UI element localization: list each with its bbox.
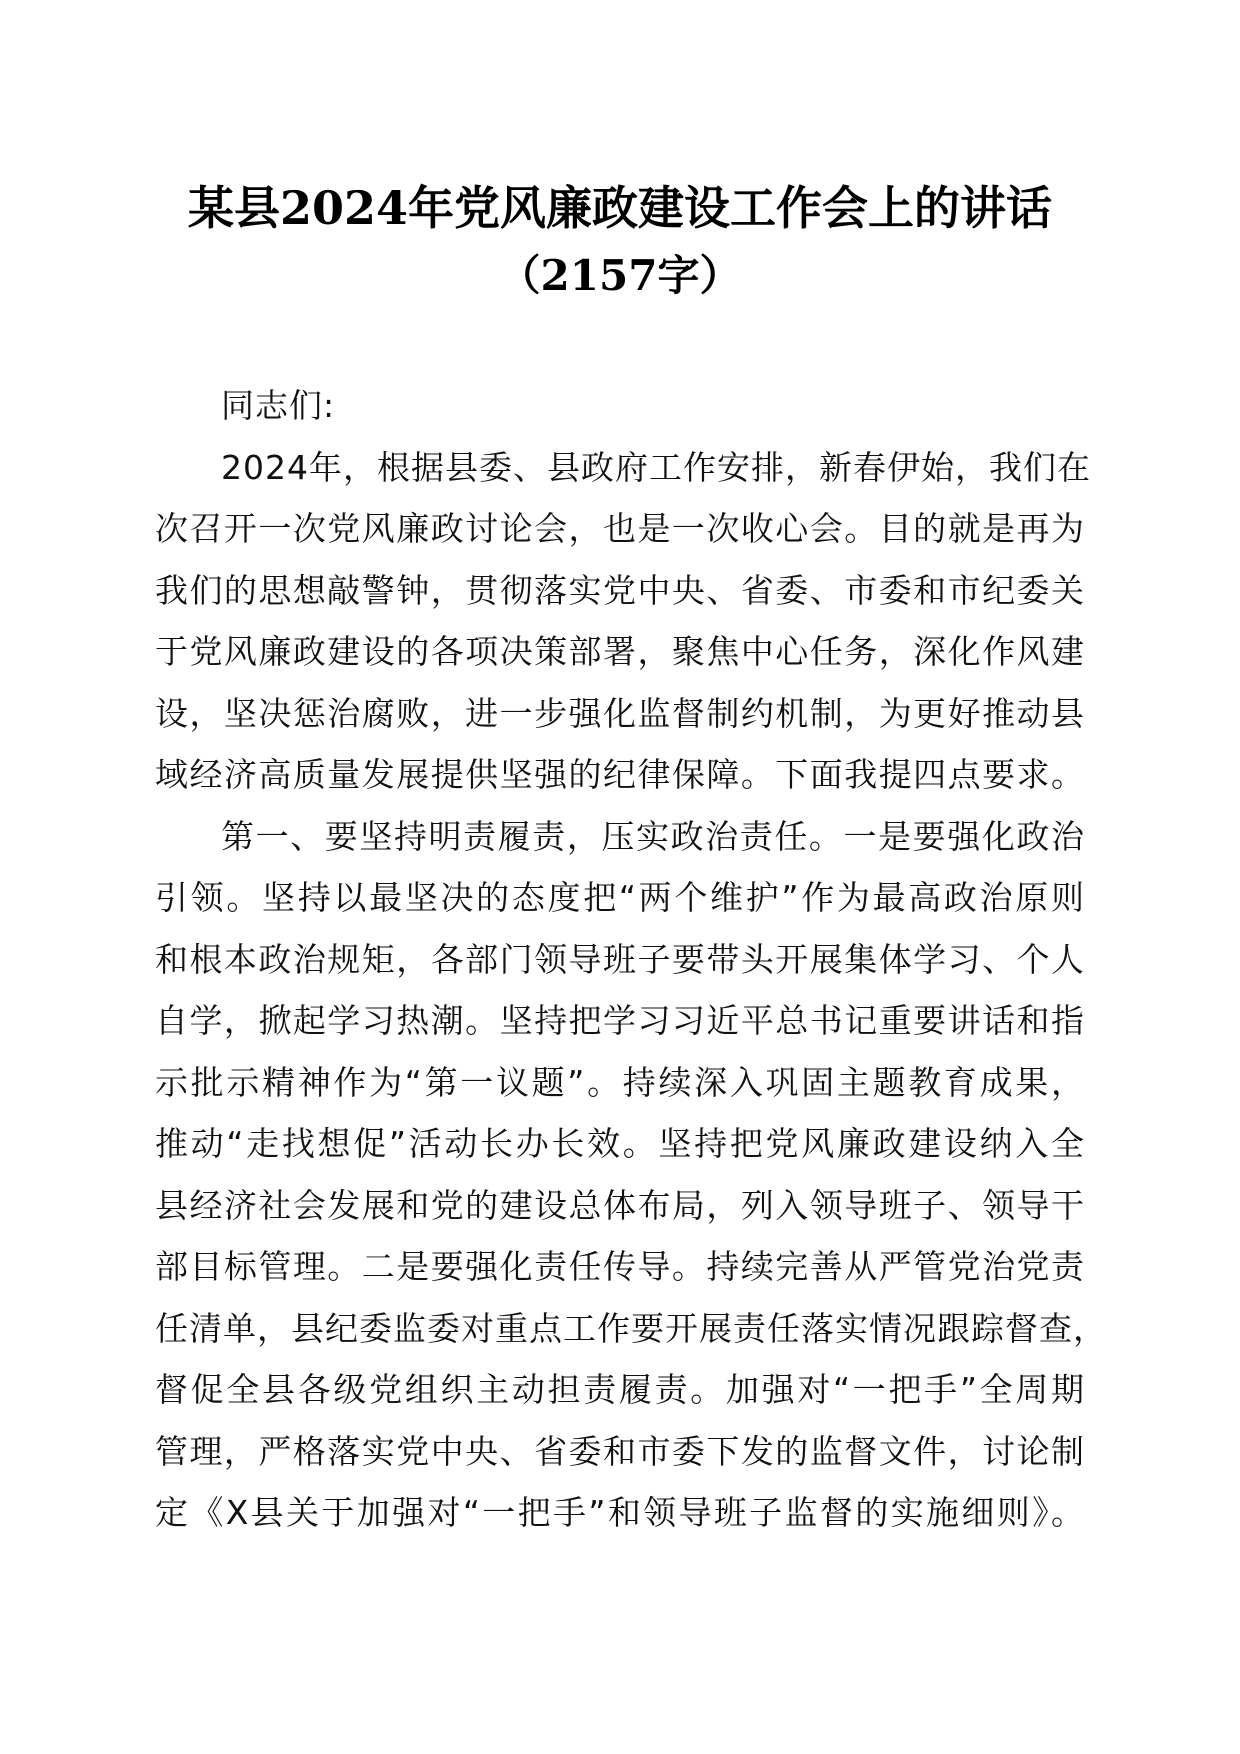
body-line: 自学，掀起学习热潮。坚持把学习习近平总书记重要讲话和指 [155,1001,1085,1040]
body-line: 2024年，根据县委、县政府工作安排，新春伊始，我们在 [221,447,1091,487]
body-line: 和根本政治规矩，各部门领导班子要带头开展集体学习、个人 [155,939,1085,979]
body-line: 我们的思想敲警钟，贯彻落实党中央、省委、市委和市纪委关 [155,570,1085,610]
document-subtitle: （2157字） [498,251,742,300]
body-line: 示批示精神作为“第一议题”。持续深入巩固主题教育成果， [155,1062,1085,1102]
body-line: 引领。坚持以最坚决的态度把“两个维护”作为最高政治原则 [155,878,1085,917]
body-line: 任清单，县纪委监委对重点工作要开展责任落实情况跟踪督查， [155,1308,1107,1348]
salutation: 同志们: [221,386,336,425]
body-line: 域经济高质量发展提供坚强的纪律保障。下面我提四点要求。 [155,755,1085,794]
document-body [155,375,1107,1544]
body-line: 督促全县各级党组织主动担责履责。加强对“一把手”全周期 [155,1370,1085,1409]
body-line: 设，坚决惩治腐败，进一步强化监督制约机制，为更好推动县 [155,693,1085,733]
body-line: 部目标管理。二是要强化责任传导。持续完善从严管党治党责 [155,1247,1085,1286]
body-line: 次召开一次党风廉政讨论会，也是一次收心会。目的就是再为 [155,509,1085,548]
body-line: 推动“走找想促”活动长办长效。坚持把党风廉政建设纳入全 [155,1124,1085,1163]
body-line: 定《X县关于加强对“一把手”和领导班子监督的实施细则》。 [155,1493,1085,1532]
body-line: 于党风廉政建设的各项决策部署，聚焦中心任务，深化作风建 [155,632,1085,671]
body-line: 第一、要坚持明责履责，压实政治责任。一是要强化政治 [221,816,1085,856]
body-line: 县经济社会发展和党的建设总体布局，列入领导班子、领导干 [155,1185,1085,1225]
body-line: 管理，严格落实党中央、省委和市委下发的监督文件，讨论制 [155,1431,1085,1471]
document-title: 某县2024年党风廉政建设工作会上的讲话 [187,181,1053,235]
